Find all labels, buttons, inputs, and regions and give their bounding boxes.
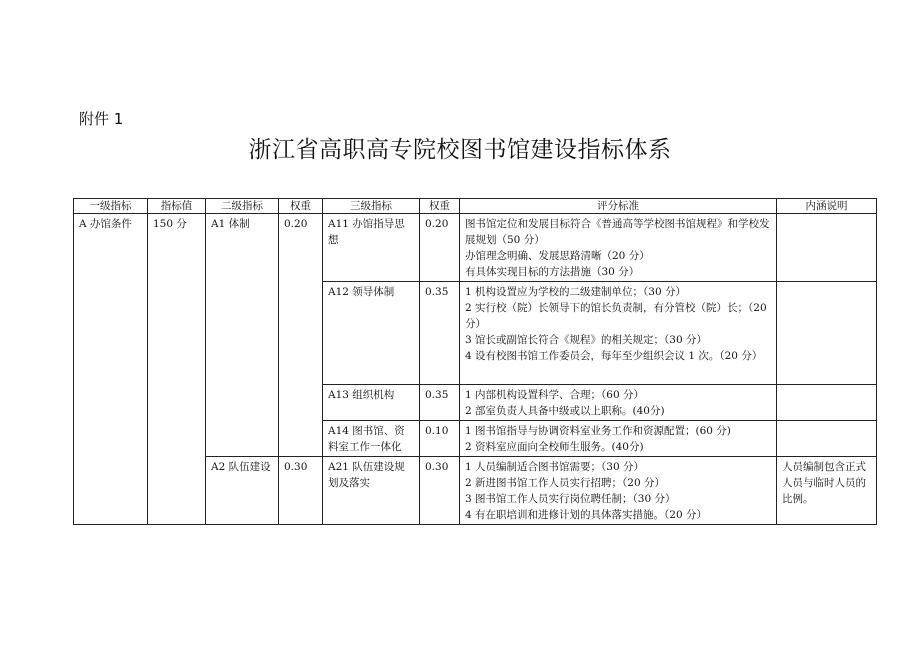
column-header: 二级指标 <box>206 199 279 214</box>
criteria-cell <box>460 282 777 385</box>
level3-name-cell: A12 领导体制 <box>323 282 420 385</box>
level2-name-cell: A2 队伍建设 <box>206 457 279 525</box>
level3-weight-cell: 0.30 <box>420 457 460 525</box>
criteria-line: 1 机构设置应为学校的二级建制单位；（30 分） <box>465 286 686 298</box>
column-header: 指标值 <box>148 199 206 214</box>
criteria-line: 2 实行校（院）长领导下的馆长负责制，有分管校（院）长；（20 分） <box>465 302 767 330</box>
note-cell: 人员编制包含正式人员与临时人员的比例。 <box>777 457 877 525</box>
document-title: 浙江省高职高专院校图书馆建设指标体系 <box>248 137 672 163</box>
level3-name-cell: A13 组织机构 <box>323 385 420 421</box>
column-header: 评分标准 <box>460 199 777 214</box>
column-header: 三级指标 <box>323 199 420 214</box>
level3-weight-cell: 0.35 <box>420 282 460 385</box>
level3-name-cell: A11 办馆指导思想 <box>323 214 420 282</box>
criteria-line: 1 人员编制适合图书馆需要；（30 分） <box>465 461 644 473</box>
column-header: 内涵说明 <box>777 199 877 214</box>
level3-name-cell: A14 图书馆、资料室工作一体化 <box>323 421 420 457</box>
level1-value-cell: 150 分 <box>148 214 206 525</box>
criteria-line: 1 图书馆指导与协调资料室业务工作和资源配置；(60 分) <box>465 425 731 437</box>
criteria-line: 办馆理念明确、发展思路清晰（20 分） <box>465 250 650 262</box>
note-cell <box>777 214 877 282</box>
criteria-cell <box>460 457 777 525</box>
criteria-cell <box>460 214 777 282</box>
indicator-table <box>73 198 877 525</box>
column-header: 一级指标 <box>74 199 148 214</box>
note-cell <box>777 421 877 457</box>
table-row <box>74 214 877 282</box>
attachment-label: 附件 1 <box>79 110 124 128</box>
criteria-line: 3 馆长或副馆长符合《规程》的相关规定；（30 分） <box>465 334 707 346</box>
criteria-line: 2 资料室应面向全校师生服务。(40分) <box>465 441 644 453</box>
level3-weight-cell: 0.20 <box>420 214 460 282</box>
criteria-line: 有具体实现目标的方法措施（30 分） <box>465 266 640 278</box>
criteria-line: 图书馆定位和发展目标符合《普通高等学校图书馆规程》和学校发展规划（50 分） <box>465 218 770 246</box>
level3-weight-cell: 0.10 <box>420 421 460 457</box>
note-cell <box>777 282 877 385</box>
criteria-line: 2 新进图书馆工作人员实行招聘；（20 分） <box>465 477 665 489</box>
column-header: 权重 <box>420 199 460 214</box>
criteria-cell <box>460 385 777 421</box>
note-cell <box>777 385 877 421</box>
level3-name-cell: A21 队伍建设规划及落实 <box>323 457 420 525</box>
criteria-line: 4 设有校图书馆工作委员会，每年至少组织会议 1 次。（20 分） <box>465 350 763 362</box>
column-header: 权重 <box>279 199 323 214</box>
level2-weight-cell: 0.20 <box>279 214 323 457</box>
criteria-line: 3 图书馆工作人员实行岗位聘任制；（30 分） <box>465 493 676 505</box>
level3-weight-cell: 0.35 <box>420 385 460 421</box>
level2-name-cell: A1 体制 <box>206 214 279 457</box>
criteria-line: 4 有在职培训和进修计划的具体落实措施。（20 分） <box>465 509 707 521</box>
criteria-line: 1 内部机构设置科学、合理；（60 分） <box>465 389 644 401</box>
criteria-line: 2 部室负责人具备中级或以上职称。(40分) <box>465 405 665 417</box>
level1-name-cell: A 办馆条件 <box>74 214 148 525</box>
level2-weight-cell: 0.30 <box>279 457 323 525</box>
criteria-cell <box>460 421 777 457</box>
table-header-row <box>74 199 877 214</box>
